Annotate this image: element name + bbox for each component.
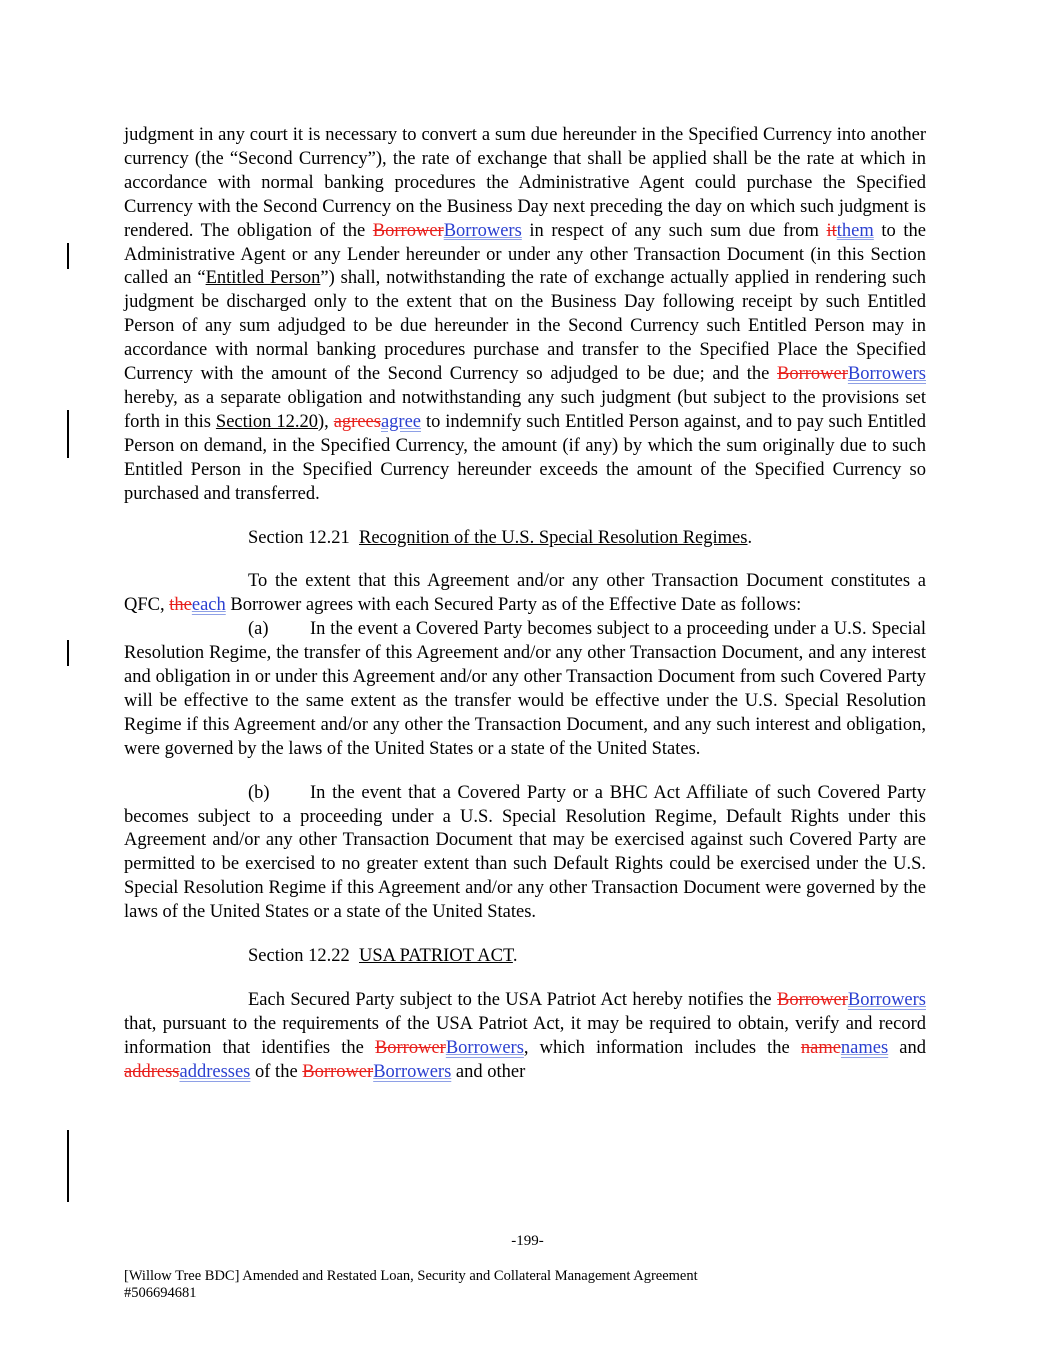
section-heading-12-22: Section 12.22 USA PATRIOT ACT. <box>248 946 518 967</box>
paragraph-qfc: To the extent that this Agreement and/or any other Transaction Document constitutes a QFC, theeach Borrower agrees with each Secured Party as of the Effective Date as follows: <box>124 571 926 616</box>
deleted-text: Borrower <box>302 1061 374 1082</box>
section-title: Recognition of the U.S. Special Resolution Regimes <box>359 527 748 548</box>
paragraph-patriot-act: Each Secured Party subject to the USA Patriot Act hereby notifies the BorrowerBorrowers that, pursuant to the requirements of the USA Patriot Act, it may be required to obtain, verify and record information that identifies the BorrowerBorrowers, which information includes the namenames and addressaddresses of the BorrowerBorrowers and other <box>124 990 926 1082</box>
deleted-text: agrees <box>333 411 381 432</box>
footer-doc-id: #506694681 <box>124 1285 197 1301</box>
section-title: USA PATRIOT ACT <box>359 946 513 967</box>
clause-a: (a) In the event a Covered Party becomes subject to a proceeding under a U.S. Special Resolution Regime, the transfer of this Agreement and/or any other Transaction Document, and any interest and obligation in or under this Agreement and/or any other Transaction Document from such Covered Party will be effective to the same extent as the transfer would be effective under the U.S. Special Resolution Regime if this Agreement and/or any other the Transaction Document, and any such interest and obligation, were governed by the laws of the United States or a state of the United States. <box>124 619 926 759</box>
paragraph-judgment-currency: judgment in any court it is necessary to convert a sum due hereunder in the Specified Currency into another currency (the “Second Currency”), the rate of exchange that shall be applied shall be the rate at which in accordance with normal banking procedures the Administrative Agent could purchase the Specified Currency with the Second Currency on the Business Day next preceding the day on which such judgment is rendered. The obligation of the BorrowerBorrowers in respect of any such sum due from itthem to the Administrative Agent or any Lender hereunder or under any other Transaction Document (in this Section called an “Entitled Person”) shall, notwithstanding the rate of exchange actually applied in rendering such judgment be discharged only to the extent that on the Business Day following receipt by such Entitled Person of any sum adjudged to be due hereunder in the Second Currency such Entitled Person may in accordance with normal banking procedures purchase and transfer to the Specified Place the Specified Currency with the amount of the Second Currency so adjudged to be due; and the BorrowerBorrowers hereby, as a separate obligation and notwithstanding any such judgment (but subject to the provisions set forth in this Section 12.20), agreesagree to indemnify such Entitled Person against, and to pay such Entitled Person on demand, in the Specified Currency, the amount (if any) by which the sum originally due to such Entitled Person in the Specified Currency hereunder exceeds the amount of the Specified Currency so purchased and transferred. <box>124 125 926 504</box>
defined-term: Entitled Person <box>205 268 321 289</box>
deleted-text: address <box>124 1061 180 1082</box>
inserted-text: Borrowers <box>445 1037 524 1058</box>
inserted-text: names <box>840 1037 889 1058</box>
section-heading-12-21: Section 12.21 Recognition of the U.S. Special Resolution Regimes. <box>248 527 753 548</box>
document-footer <box>124 1268 698 1302</box>
inserted-text: each <box>191 595 226 616</box>
change-bar <box>67 243 69 269</box>
inserted-text: them <box>836 220 874 241</box>
deleted-text: Borrower <box>777 364 848 385</box>
inserted-text: addresses <box>179 1061 251 1082</box>
inserted-text: Borrowers <box>373 1061 452 1082</box>
clause-b: (b) In the event that a Covered Party or a BHC Act Affiliate of such Covered Party becomes subject to a proceeding under a U.S. Special Resolution Regime, Default Rights under this Agreement and/or any other Transaction Document that may be exercised against such Covered Party are permitted to be exercised to no greater extent than such Default Rights could be exercised under the U.S. Special Resolution Regime if this Agreement and/or any other Transaction Document were governed by the laws of the United States or a state of the United States. <box>124 782 926 923</box>
page-number: -199- <box>511 1233 544 1249</box>
clause-label: (a) <box>248 619 269 640</box>
deleted-text: Borrower <box>372 220 444 241</box>
inserted-text: Borrowers <box>847 364 926 385</box>
deleted-text: name <box>800 1037 841 1058</box>
deleted-text: Borrower <box>777 990 848 1010</box>
inserted-text: agree <box>380 411 422 432</box>
deleted-text: it <box>826 220 837 241</box>
deleted-text: the <box>169 595 192 616</box>
change-bar <box>67 1130 69 1202</box>
inserted-text: Borrowers <box>443 220 522 241</box>
footer-title: [Willow Tree BDC] Amended and Restated Loan, Security and Collateral Management Agreement <box>124 1268 698 1284</box>
change-bar <box>67 640 69 666</box>
document-page <box>124 124 926 1085</box>
change-bar <box>67 410 69 458</box>
deleted-text: Borrower <box>374 1037 446 1058</box>
clause-label: (b) <box>248 782 270 803</box>
section-reference: Section 12.20 <box>215 411 318 432</box>
inserted-text: Borrowers <box>847 990 926 1010</box>
